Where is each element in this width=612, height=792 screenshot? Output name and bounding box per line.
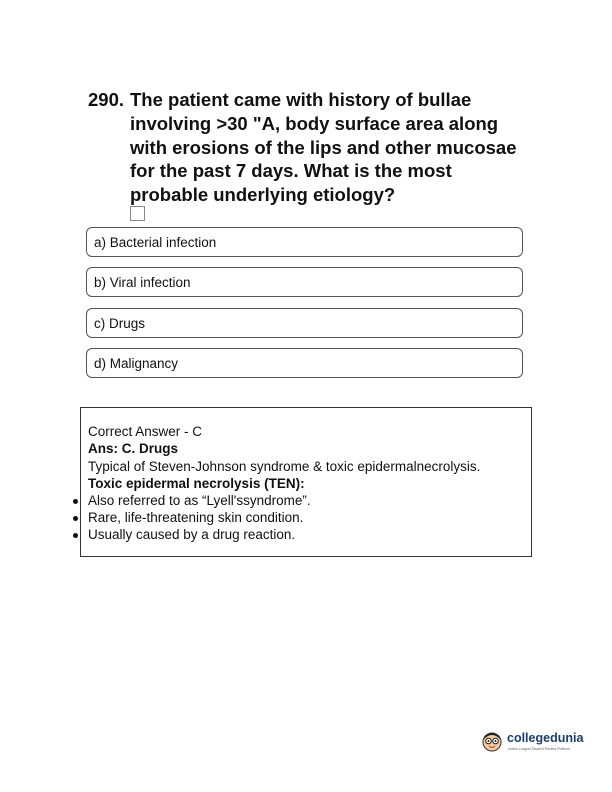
ans-line: Ans: C. Drugs <box>88 441 179 456</box>
mascot-face-icon <box>481 730 503 752</box>
question-number: 290. <box>88 89 125 110</box>
answer-checkbox[interactable] <box>130 206 145 221</box>
ten-heading: Toxic epidermal necrolysis (TEN): <box>88 476 305 491</box>
bullet-item: Usually caused by a drug reaction. <box>88 527 296 542</box>
bullet-icon <box>73 499 78 504</box>
question <box>88 88 528 207</box>
explanation-text: Typical of Steven-Johnson syndrome & toxic epidermalnecrolysis. <box>88 459 481 474</box>
bullet-item: Rare, life-threatening skin condition. <box>88 510 304 525</box>
collegedunia-logo <box>481 728 585 758</box>
question-text: The patient came with history of bullae involving >30 "A, body surface area along with erosions of the lips and other mucosae for the past 7 days. What is the most probable underlying etiology? <box>130 89 517 206</box>
logo-tagline: India's Largest Student Review Platform <box>508 747 571 751</box>
correct-answer-line: Correct Answer - C <box>88 424 203 439</box>
option-b[interactable]: b) Viral infection <box>86 267 523 297</box>
option-a[interactable]: a) Bacterial infection <box>86 227 523 257</box>
option-d[interactable]: d) Malignancy <box>86 348 523 378</box>
option-c[interactable]: c) Drugs <box>86 308 523 338</box>
bullet-icon <box>73 516 78 521</box>
bullet-item: Also referred to as “Lyell'ssyndrome”. <box>88 493 311 508</box>
logo-name: collegedunia <box>507 731 584 745</box>
bullet-icon <box>73 533 78 538</box>
